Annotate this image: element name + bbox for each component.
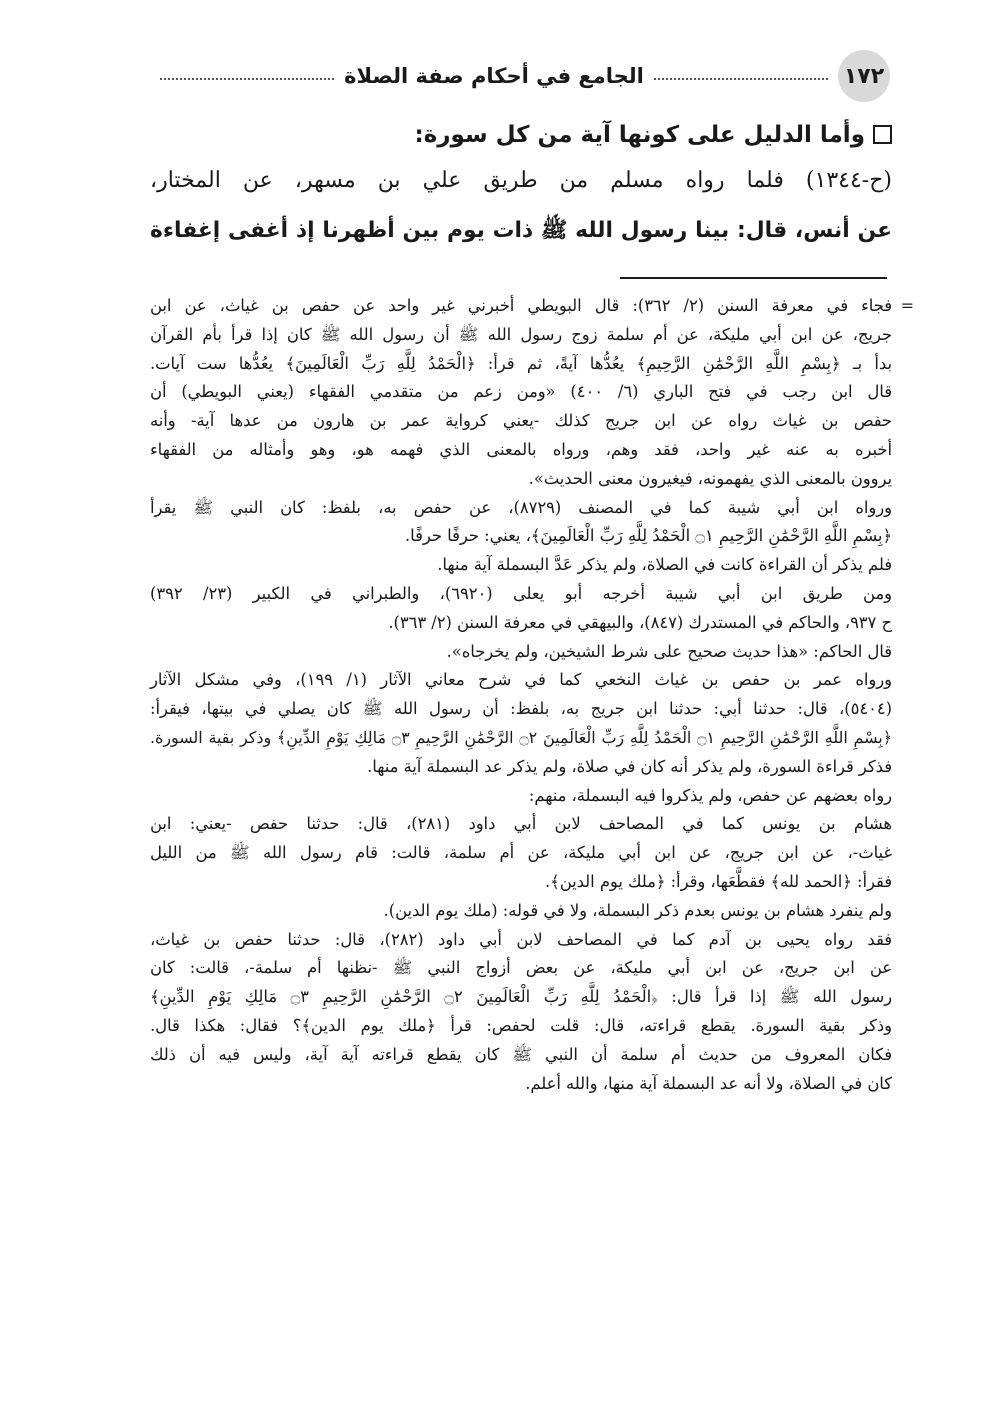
footnote-continuation-marker: = <box>900 296 914 315</box>
page-number: ١٧٢ <box>838 50 890 102</box>
footnote-line: عن ابن جريج، عن ابن أبي مليكة، عن بعض أزواج النبي ﷺ -نظنها أم سلمة-، قالت: كان <box>150 958 892 978</box>
footnote-line: ومن طريق ابن أبي شيبة أخرجه أبو يعلى (٦٩٢٠)، والطبراني في الكبير (٢٣/ ٣٩٢) <box>150 583 892 603</box>
footnote-line: فذكر قراءة السورة، ولم يذكر أنه كان في صلاة، ولم يذكر عد البسملة آية منها. <box>367 756 892 776</box>
footnote-line: بدأ بـ ﴿بِسْمِ اللَّهِ الرَّحْمَٰنِ الرَّحِيمِ﴾ يعُدُّها آيةً، ثم قرأ: ﴿الْحَمْدُ لِلَّهِ رَبِّ الْعَالَمِينَ﴾ يعُدُّها ست آيات. <box>150 353 892 373</box>
checkbox-icon <box>873 125 892 144</box>
section-heading-text: وأما الدليل على كونها آية من كل سورة: <box>414 122 865 148</box>
footnote-line: ﴿بِسْمِ اللَّهِ الرَّحْمَٰنِ الرَّحِيمِ ۝١ الْحَمْدُ لِلَّهِ رَبِّ الْعَالَمِينَ﴾، يعني: حرفًا حرفًا. <box>405 526 892 546</box>
footnote-line: وذكر بقية السورة. يقطع قراءته، قال: قلت لحفص: قرأ ﴿ملك يوم الدين﴾؟ فقال: هكذا قال. <box>150 1015 892 1035</box>
main-text-line-2: عن أنس، قال: بينا رسول الله ﷺ ذات يوم بين أظهرنا إذ أغفى إغفاءة <box>150 218 892 243</box>
footnote-line: ولم ينفرد هشام بن يونس بعدم ذكر البسملة، ولا في قوله: (ملك يوم الدين). <box>383 900 892 920</box>
footnote-line: حفص بن غياث رواه عن ابن جريج كذلك -يعني كرواية عمر بن هارون من عدها آية- وأنه <box>150 411 892 431</box>
footnote-line: أخبره به عنه غير واحد، فقد وهم، ورواه بالمعنى الذي فهمه هو، وهو وأمثاله من الفقهاء <box>150 439 892 459</box>
main-text <box>150 112 892 256</box>
header-dotted-leader-right <box>654 78 828 80</box>
main-text-line-1: (ح-١٣٤٤) فلما رواه مسلم من طريق علي بن مسهر، عن المختار، <box>150 168 892 193</box>
header-dotted-leader-left <box>160 78 334 80</box>
running-title: الجامع في أحكام صفة الصلاة <box>344 64 644 88</box>
footnote-line: فجاء في معرفة السنن (٢/ ٣٦٢): قال البويطي أخبرني غير واحد عن حفص بن غياث، عن ابن <box>150 296 893 315</box>
footnote-line: ح ٩٣٧، والحاكم في المستدرك (٨٤٧)، والبيهقي في معرفة السنن (٢/ ٣٦٣). <box>388 612 892 632</box>
footnote-line: فلم يذكر أن القراءة كانت في الصلاة، ولم يذكر عَدَّ البسملة آية منها. <box>437 555 892 575</box>
footnote-line: قال ابن رجب في فتح الباري (٦/ ٤٠٠) «ومن زعم من متقدمي الفقهاء (يعني البويطي) أن <box>150 382 892 402</box>
footnote-line: كان في الصلاة، ولا أنه عد البسملة آية منها، والله أعلم. <box>525 1073 892 1093</box>
footnote-line: رواه بعضهم عن حفص، ولم يذكروا فيه البسملة، منهم: <box>528 785 892 805</box>
page-header <box>150 50 890 102</box>
footnote-line: غياث-، عن ابن جريج، عن ابن أبي مليكة، عن أم سلمة، قالت: قام رسول الله ﷺ من الليل <box>150 843 892 863</box>
footnotes <box>150 292 914 1098</box>
footnote-line: ﴿بِسْمِ اللَّهِ الرَّحْمَٰنِ الرَّحِيمِ ۝١ الْحَمْدُ لِلَّهِ رَبِّ الْعَالَمِينَ ۝٢ الرَّحْمَٰنِ الرَّحِيمِ ۝٣ مَالِكِ يَوْمِ الدِّينِ﴾ وذكر بقية السورة. <box>150 727 893 747</box>
footnote-separator <box>620 277 887 279</box>
footnote-line: فقد رواه يحيى بن آدم كما في المصاحف لابن أبي داود (٢٨٢)، قال: حدثنا حفص بن غياث، <box>150 929 893 949</box>
footnote-line: رسول الله ﷺ إذا قرأ قال: ﴿الْحَمْدُ لِلَّهِ رَبِّ الْعَالَمِينَ ۝٢ الرَّحْمَٰنِ الرَّحِيمِ ۝٣ مَالِكِ يَوْمِ الدِّينِ﴾ <box>150 987 892 1007</box>
footnote-line: فقرأ: ﴿الحمد لله﴾ فقطَّعَها، وقرأ: ﴿ملك يوم الدين﴾. <box>544 871 892 891</box>
section-heading <box>150 114 892 156</box>
footnote-line: جريج، عن ابن أبي مليكة، عن أم سلمة زوج رسول الله ﷺ أن رسول الله ﷺ كان إذا قرأ بأم القرآن <box>150 324 892 344</box>
footnote-line: قال الحاكم: «هذا حديث صحيح على شرط الشيخين، ولم يخرجاه». <box>446 641 892 661</box>
footnote-line: ورواه عمر بن حفص بن غياث النخعي كما في شرح معاني الآثار (١/ ١٩٩)، وفي مشكل الآثار <box>150 670 892 690</box>
footnote-line: (٥٤٠٤)، قال: حدثنا أبي: حدثنا ابن جريج به، بلفظ: أن رسول الله ﷺ كان يصلي في بيتها، فيقرأ: <box>150 699 892 719</box>
footnote-line: يروون بالمعنى الذي يفهمونه، فيغيرون معنى الحديث». <box>528 468 892 488</box>
footnote-line: ورواه ابن أبي شيبة كما في المصنف (٨٧٢٩)، عن حفص به، بلفظ: كان النبي ﷺ يقرأ <box>150 497 892 517</box>
footnote-line: فكان المعروف من حديث أم سلمة أن النبي ﷺ كان يقطع قراءته آية آية، وليس فيه أن ذلك <box>150 1044 892 1064</box>
footnote-line: هشام بن يونس كما في المصاحف لابن أبي داود (٢٨١)، قال: حدثنا حفص -يعني: ابن <box>150 814 892 834</box>
